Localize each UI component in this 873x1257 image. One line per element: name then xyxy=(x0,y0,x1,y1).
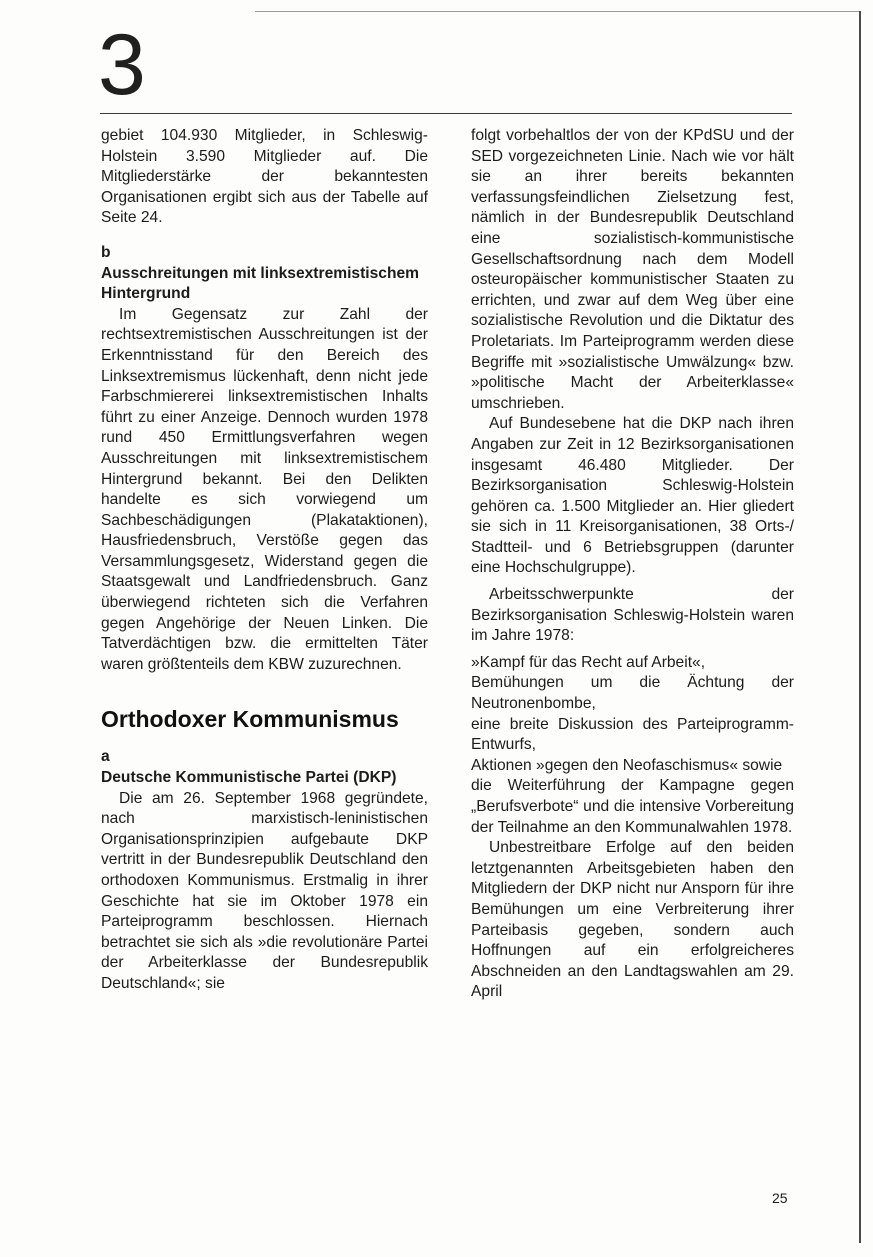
list-item: die Weiterführung der Kampagne gegen „Berufsverbote“ und die intensive Vorbereitung der Teilnahme an den Kommunalwahlen 1978. xyxy=(471,777,794,836)
continued-paragraph: folgt vorbehaltlos der von der KPdSU und der SED vorgezeichneten Linie. Nach wie vor hält sie an ihrer bereits bekannten verfassungsfeindlichen Zielsetzung fest, nämlich in der Bundesrepublik Deutschland eine sozialistisch-kommunistische Gesellschaftsordnung nach dem Modell osteuropäischer kommunistischer Staaten zu errichten, und zwar auf dem Weg über eine sozialistische Revolution und die Diktatur des Proletariats. Im Parteiprogramm werden diese Begriffe mit »sozialistische Umwälzung« bzw. »politische Macht der Arbeiterklasse« umschrieben. xyxy=(471,127,794,412)
right-column xyxy=(471,126,794,1003)
chapter-number: 3 xyxy=(98,17,146,113)
left-column xyxy=(101,126,428,995)
list-item: »Kampf für das Recht auf Arbeit«, xyxy=(471,653,706,671)
list-item: Aktionen »gegen den Neofaschismus« sowie xyxy=(471,756,783,774)
section-b-title: Ausschreitungen mit linksextremistischem Hintergrund xyxy=(101,264,420,303)
section-a-paragraph: Die am 26. September 1968 gegründete, nach marxistisch-leninistischen Organisationsprinzipien aufgebaute DKP vertritt in der Bundesrepublik Deutschland den orthodoxen Kommunismus. Erstmalig in ihrer Geschichte hat sie im Oktober 1978 ein Parteiprogramm beschlossen. Hiernach betrachtet sie sich als »die revolutionäre Partei der Arbeiterklasse der Bundesrepublik Deutschland«; sie xyxy=(101,789,428,992)
membership-paragraph: Auf Bundesebene hat die DKP nach ihren Angaben zur Zeit in 12 Bezirksorganisationen insgesamt 46.480 Mitglieder. Der Bezirksorganisation Schleswig-Holstein gehören ca. 1.500 Mitglieder an. Hier gliedert sie sich in 11 Kreisorganisationen, 38 Orts-/ Stadtteil- und 6 Betriebsgruppen (darunter eine Hochschulgruppe). xyxy=(471,415,794,577)
section-b-letter: b xyxy=(101,243,111,261)
section-heading: Orthodoxer Kommunismus xyxy=(101,706,399,733)
header-rule xyxy=(100,113,792,114)
page-number: 25 xyxy=(772,1190,788,1206)
list-item: Bemühungen um die Ächtung der Neutronenbombe, xyxy=(471,674,794,713)
list-item: eine breite Diskussion des Parteiprogramm-Entwurfs, xyxy=(471,715,794,754)
page-right-edge xyxy=(859,11,861,1243)
priorities-list xyxy=(471,653,794,838)
section-a-letter: a xyxy=(101,748,110,766)
section-b-paragraph: Im Gegensatz zur Zahl der rechtsextremistischen Ausschreitungen ist der Erkenntnisstand für den Bereich des Linksextremismus lückenhaft, denn nicht jede Farbschmiererei linksextremistischen Inhalts führt zu einer Anzeige. Dennoch wurden 1978 rund 450 Ermittlungsverfahren wegen Ausschreitungen mit linksextremistischem Hintergrund bekannt. Bei den Delikten handelte es sich vorwiegend um Sachbeschädigungen (Plakataktionen), Hausfriedensbruch, Verstöße gegen das Versammlungsgesetz, Widerstand gegen die Staatsgewalt und Landfriedensbruch. Ganz überwiegend richteten sich die Verfahren gegen Angehörige der Neuen Linken. Die Tatverdächtigen bzw. die ermittelten Täter waren größtenteils dem KBW zuzurechnen. xyxy=(101,305,428,673)
success-paragraph: Unbestreitbare Erfolge auf den beiden letztgenannten Arbeitsgebieten haben den Mitgliedern der DKP nicht nur Ansporn für ihre Bemühungen um eine Verbreiterung ihrer Parteibasis gegeben, sondern auch Hoffnungen auf ein erfolgreicheres Abschneiden an den Landtagswahlen am 29. April xyxy=(471,839,794,1001)
intro-paragraph: gebiet 104.930 Mitglieder, in Schleswig-Holstein 3.590 Mitglieder auf. Die Mitgliederstärke der bekanntesten Organisationen ergibt sich aus der Tabelle auf Seite 24. xyxy=(101,127,428,227)
page-top-edge xyxy=(255,11,860,12)
priorities-intro-paragraph: Arbeitsschwerpunkte der Bezirksorganisation Schleswig-Holstein waren im Jahre 1978: xyxy=(471,586,794,645)
section-a-title: Deutsche Kommunistische Partei (DKP) xyxy=(101,769,397,787)
